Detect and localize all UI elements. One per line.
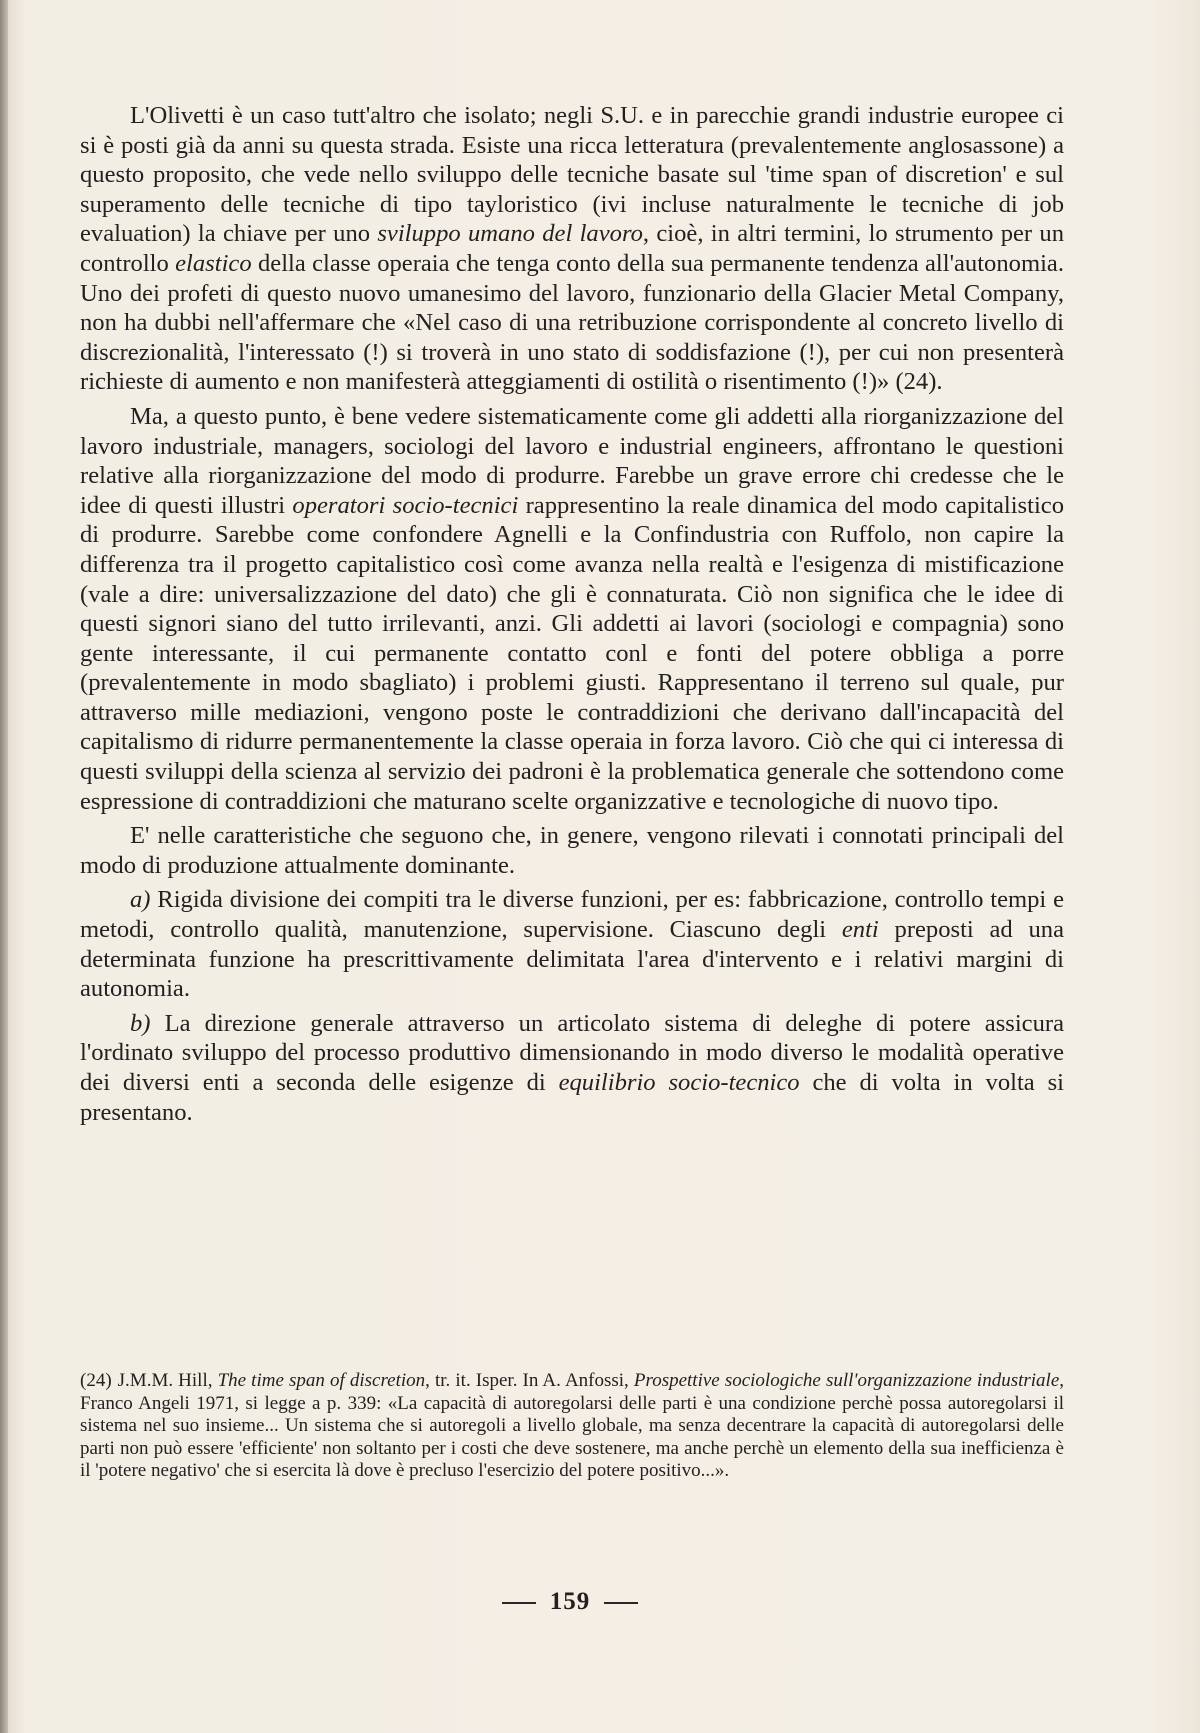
paragraph-olivetti: L'Olivetti è un caso tutt'altro che isolato; negli S.U. e in parecchie grandi industrie europee ci si è posti già da anni su questa strada. Esiste una ricca letteratura (prevalentemente anglosassone) a questo proposito, che vede nello sviluppo delle tecniche basate sul 'time span of discretion' e sul superamento delle tecniche di tipo tayloristico (ivi incluse naturalmente le tecniche di job evaluation) la chiave per uno sviluppo umano del lavoro, cioè, in altri termini, lo strumento per un controllo elastico della classe operaia che tenga conto della sua permanente tendenza all'autonomia. Uno dei profeti di questo nuovo umanesimo del lavoro, funzionario della Glacier Metal Company, non ha dubbi nell'affermare che «Nel caso di una retribuzione corrispondente al concreto livello di discrezionalità, l'interessato (!) si troverà in uno stato di soddisfazione (!), per cui non presenterà richieste di aumento e non manifesterà atteggiamenti di ostilità o risentimento (!)» (24). [80, 102, 1064, 396]
footnote-book-title: Prospettive sociologiche sull'organizzazione industriale [633, 1370, 1060, 1391]
emphasis-elastico: elastico [175, 249, 252, 277]
emphasis-operatori: operatori socio-tecnici [292, 491, 519, 519]
dash-left [502, 1602, 536, 1604]
list-item-b: b) La direzione generale attraverso un articolato sistema di deleghe di potere assicura l'ordinato sviluppo del processo produttivo dimensionando in modo diverso le modalità operative dei diversi enti a seconda delle esigenze di equilibrio socio-tecnico che di volta in volta si presentano. [80, 1009, 1064, 1126]
emphasis-sviluppo-umano: sviluppo umano del lavoro [377, 220, 643, 248]
page-number: 159 [0, 1588, 1140, 1616]
paragraph-riorganizzazione: Ma, a questo punto, è bene vedere sistematicamente come gli addetti alla riorganizzazione del lavoro industriale, managers, sociologi del lavoro e industrial engineers, affrontano le questioni relative alla riorganizzazione del modo di produrre. Farebbe un grave errore chi credesse che le idee di questi illustri operatori socio-tecnici rappresentino la reale dinamica del modo capitalistico di produrre. Sarebbe come confondere Agnelli e la Confindustria con Ruffolo, non capire la differenza tra il progetto capitalistico così come avanza nella realtà e l'esigenza di mistificazione (vale a dire: universalizzazione del dato) che gli è connaturata. Ciò non significa che le idee di questi signori siano del tutto irrilevanti, anzi. Gli addetti ai lavori (sociologi e compagnia) sono gente interessante, il cui permanente contatto conl e fonti del potere obbliga a porre (prevalentemente in modo sbagliato) i problemi giusti. Rappresentano il terreno sul quale, pur attraverso mille mediazioni, vengono poste le contraddizioni che derivano dall'incapacità del capitalismo di ridurre permanentemente la classe operaia in forza lavoro. Ciò che qui ci interessa di questi sviluppi della scienza al servizio dei padroni è la problematica generale che sottendono come espressione di contraddizioni che maturano scelte organizzative e tecnologiche di nuovo tipo. [80, 402, 1064, 815]
list-label-b: b) [130, 1009, 151, 1037]
footnote-number: (24) [80, 1370, 112, 1391]
footnote-title: The time span of discretion [217, 1370, 426, 1391]
binding-shadow [0, 0, 8, 1733]
body-text [80, 101, 1064, 1132]
list-label-a: a) [130, 886, 151, 914]
list-item-a: a) Rigida divisione dei compiti tra le diverse funzioni, per es: fabbricazione, controllo tempi e metodi, controllo qualità, manutenzione, supervisione. Ciascuno degli enti preposti ad una determinata funzione ha prescrittivamente delimitata l'area d'intervento e i relativi margini di autonomia. [80, 886, 1064, 1003]
paragraph-caratteristiche: E' nelle caratteristiche che seguono che, in genere, vengono rilevati i connotati principali del modo di produzione attualmente dominante. [80, 822, 1064, 879]
footnote [80, 1370, 1064, 1483]
footnote-24: (24) J.M.M. Hill, The time span of discretion, tr. it. Isper. In A. Anfossi, Prospettive sociologiche sull'organizzazione industriale, Franco Angeli 1971, si legge a p. 339: «La capacità di autoregolarsi delle parti è una condizione perchè possa autoregolarsi il sistema nel suo insieme... Un sistema che si autoregoli a livello globale, ma senza decentrare la capacità di autoregolarsi delle parti non può essere 'efficiente' non soltanto per i costi che deve sostenere, ma anche perchè un elemento della sua inefficienza è il 'potere negativo' che si esercita là dove è precluso l'esercizio del potere positivo...». [80, 1370, 1064, 1481]
emphasis-enti: enti [841, 916, 879, 944]
emphasis-equilibrio: equilibrio socio-tecnico [558, 1069, 800, 1096]
dash-right [604, 1602, 638, 1604]
